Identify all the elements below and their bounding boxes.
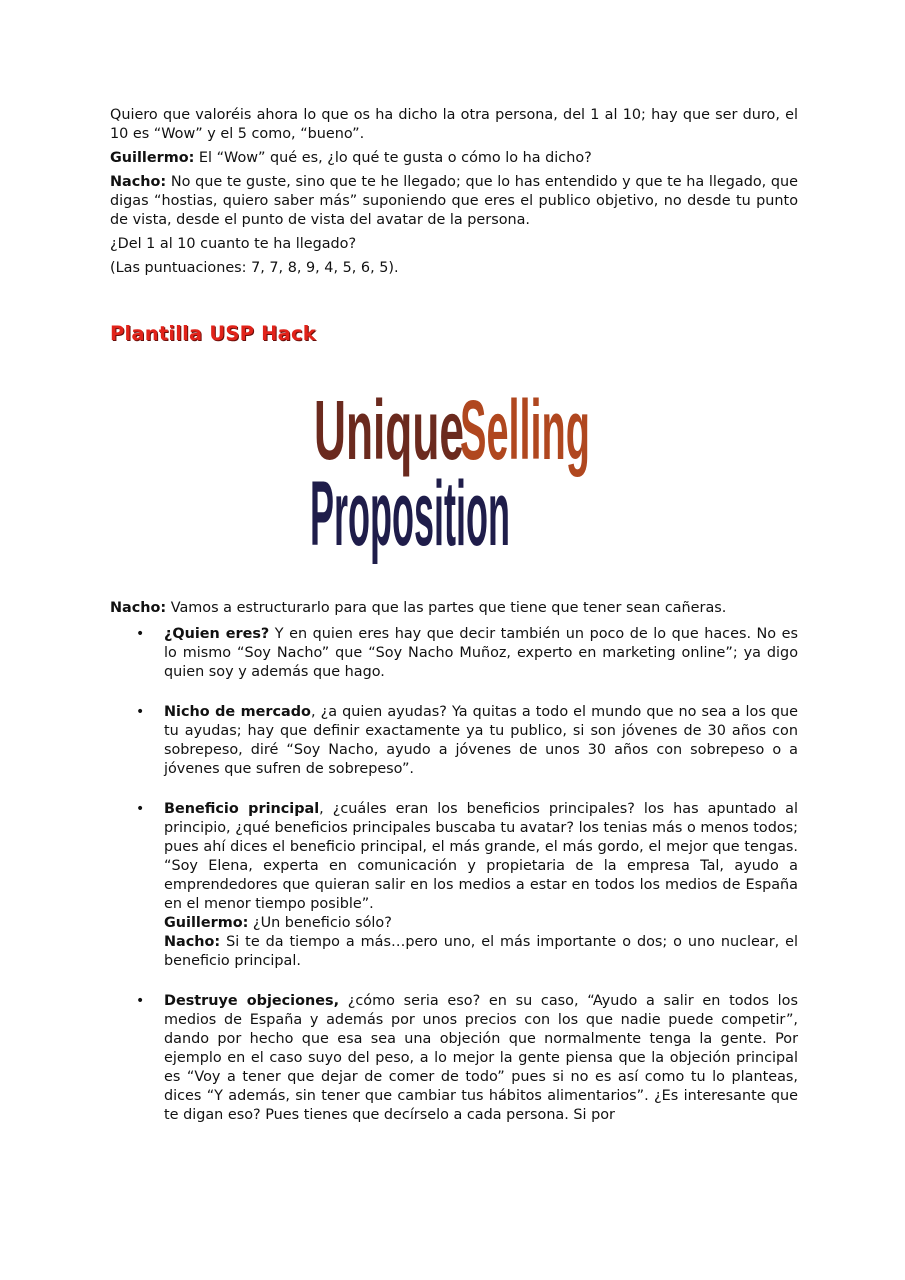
speaker-nacho: Nacho: bbox=[110, 174, 167, 190]
list-item-objeciones bbox=[110, 992, 798, 1125]
item-text: ¿cómo seria eso? en su caso, “Ayudo a salir en todos los medios de España y además por unos precios con los que nadie puede competir”, dando por hecho que esa sea una objeción que normalmente tenga la gente. Por ejemplo en el caso suyo del peso, a lo mejor la gente piensa que la objeción principal es “Voy a tener que dejar de comer de todo” pues si no es así como tu lo planteas, dices “Y además, sin tener que cambiar tus hábitos alimentarios”. ¿Es interesante que te digan eso? Pues tienes que decírselo a cada persona. Si por bbox=[164, 993, 798, 1123]
dialogue-nacho bbox=[164, 933, 798, 971]
item-title: Beneficio principal bbox=[164, 801, 320, 817]
dialogue-guillermo bbox=[164, 914, 798, 933]
bullet-icon: • bbox=[136, 993, 145, 1009]
speaker-guillermo: Guillermo: bbox=[164, 915, 249, 931]
document-page bbox=[110, 106, 798, 1146]
dialogue-guillermo bbox=[110, 149, 798, 168]
list-item-beneficio bbox=[110, 800, 798, 971]
dialogue-text: Si te da tiempo a más…pero uno, el más importante o dos; o uno nuclear, el beneficio principal. bbox=[164, 934, 798, 969]
item-text: , ¿cuáles eran los beneficios principales? los has apuntado al principio, ¿qué beneficios principales buscaba tu avatar? los tenias más o menos todos; pues ahí dices el beneficio principal, el más grande, el más gordo, el mejor que tengas. “Soy Elena, experta en comunicación y propietaria de la empresa Tal, ayudo a emprendedores que quieran salir en los medios a estar en todos los medios de España en el menor tiempo posible”. bbox=[164, 801, 798, 912]
logo-word-proposition: Proposition bbox=[310, 463, 510, 565]
list-item-nicho bbox=[110, 703, 798, 779]
section-title: Plantilla USP Hack bbox=[110, 322, 316, 345]
list-item-quien-eres bbox=[110, 625, 798, 682]
bullet-icon: • bbox=[136, 801, 145, 817]
lead-paragraph bbox=[110, 599, 798, 618]
item-text: Y en quien eres hay que decir también un poco de lo que haces. No es lo mismo “Soy Nacho” que “Soy Nacho Muñoz, experto en marketing online”; ya digo quien soy y además que hago. bbox=[164, 626, 798, 680]
dialogue-nacho bbox=[110, 173, 798, 230]
scores-paragraph: (Las puntuaciones: 7, 7, 8, 9, 4, 5, 6, 5). bbox=[110, 260, 399, 276]
logo-word-selling: Selling bbox=[460, 383, 590, 477]
item-title: Nicho de mercado bbox=[164, 704, 311, 720]
item-title: ¿Quien eres? bbox=[164, 626, 270, 642]
logo-word-unique: Unique bbox=[314, 383, 464, 477]
dialogue-text: El “Wow” qué es, ¿lo qué te gusta o cómo lo ha dicho? bbox=[194, 150, 592, 166]
speaker-nacho: Nacho: bbox=[110, 600, 167, 616]
dialogue-text: No que te guste, sino que te he llegado; que lo has entendido y que te ha llegado, que digas “hostias, quiero saber más” suponiendo que eres el publico objetivo, no desde tu punto de vista, desde el punto de vista del avatar de la persona. bbox=[110, 174, 798, 228]
item-text: , ¿a quien ayudas? Ya quitas a todo el mundo que no sea a los que tu ayudas; hay que definir exactamente ya tu publico, si son jóvenes de 30 años con sobrepeso, diré “Soy Nacho, ayudo a jóvenes de unos 30 años con sobrepeso o a jóvenes que sufren de sobrepeso”. bbox=[164, 704, 798, 777]
bullet-icon: • bbox=[136, 626, 145, 642]
bullet-icon: • bbox=[136, 704, 145, 720]
question-paragraph: ¿Del 1 al 10 cuanto te ha llegado? bbox=[110, 236, 357, 252]
usp-parts-list bbox=[110, 625, 798, 1125]
intro-paragraph-1: Quiero que valoréis ahora lo que os ha dicho la otra persona, del 1 al 10; hay que ser duro, el 10 es “Wow” y el 5 como, “bueno”. bbox=[110, 107, 798, 142]
lead-text: Vamos a estructurarlo para que las partes que tiene que tener sean cañeras. bbox=[166, 600, 727, 616]
speaker-guillermo: Guillermo: bbox=[110, 150, 195, 166]
dialogue-text: ¿Un beneficio sólo? bbox=[248, 915, 392, 931]
speaker-nacho: Nacho: bbox=[164, 934, 221, 950]
item-title: Destruye objeciones, bbox=[164, 993, 340, 1009]
usp-logo bbox=[310, 367, 610, 577]
